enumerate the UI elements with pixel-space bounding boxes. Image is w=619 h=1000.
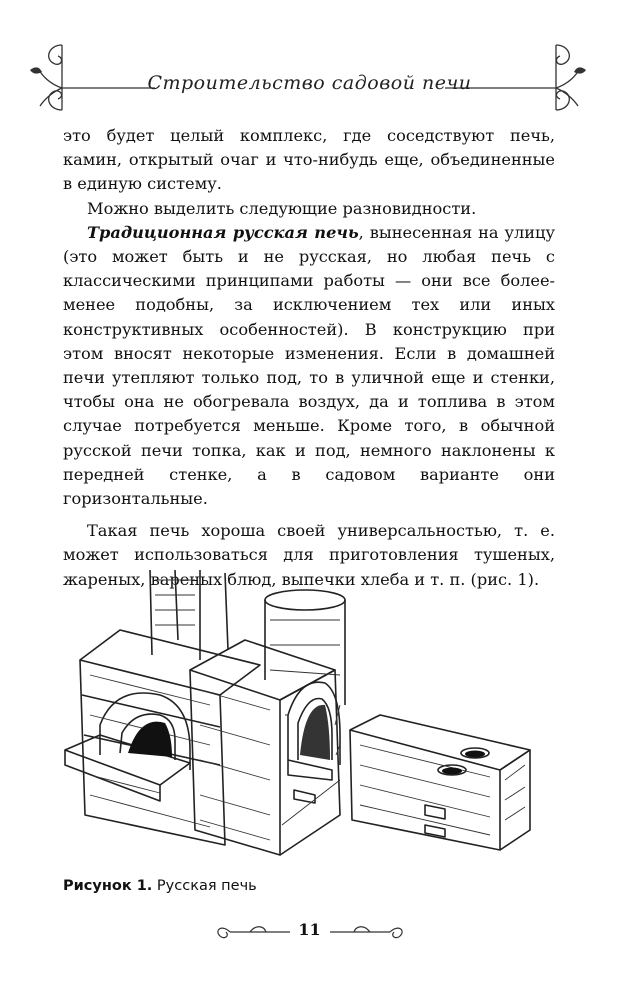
caption-label: Рисунок 1. [63,878,153,894]
page-number: 11 [298,920,321,939]
paragraph-1: это будет целый комплекс, где соседствуют печь, камин, открытый очаг и что-нибудь еще, объединенные в единую систему. [63,126,555,194]
header-title: Строительство садовой печи [147,72,472,94]
running-header [0,40,619,130]
caption-text: Русская печь [152,878,257,894]
page-footer [0,912,619,952]
paragraph-3 [63,221,555,511]
russian-stove-illustration [60,565,560,865]
figure-caption [63,878,257,894]
paragraph-3-text: , вынесенная на улицу (это может быть и не русская, но любая печь с классическими принципами работы — они все более-менее подобны, за исключением тех или иных конструктивных особенностей). В конструкцию при этом вносят некоторые изменения. Если в домашней печи утепляют только под, то в уличной еще и стенки, чтобы она не обогревала воздух, да и топлива в этом случае потребуется меньше. Кроме того, в обычной русской печи топка, как и под, немного наклонены к передней стенке, а в садовом варианте они горизонтальные. [63,222,555,509]
paragraph-2: Можно выделить следующие разновидности. [87,198,477,218]
body-text [63,124,555,592]
term-traditional-stove: Традиционная русская печь [87,222,359,242]
paragraph-4: Такая печь хороша своей универсальностью, т. е. может использоваться для приготовления тушеных, жареных, вареных блюд, выпечки хлеба и т. п. (рис. 1). [63,521,555,589]
